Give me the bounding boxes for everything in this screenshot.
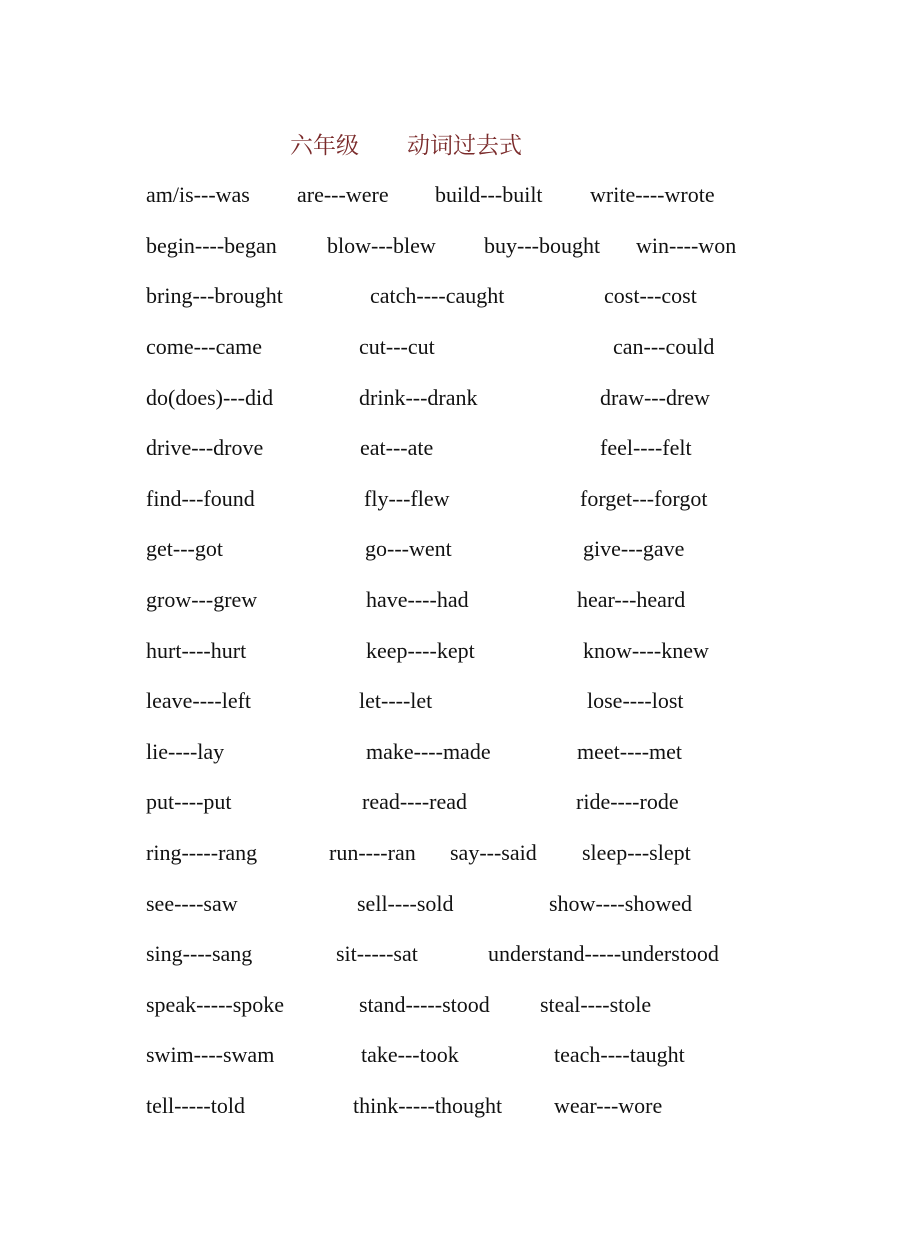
verb-pair: run----ran bbox=[329, 840, 416, 865]
verb-row bbox=[0, 636, 920, 670]
verb-pair: sing----sang bbox=[146, 941, 253, 966]
verb-row bbox=[0, 332, 920, 366]
verb-pair: write----wrote bbox=[590, 182, 715, 207]
verb-pair: cut---cut bbox=[359, 334, 435, 359]
verb-pair: see----saw bbox=[146, 891, 238, 916]
verb-pair: do(does)---did bbox=[146, 385, 274, 410]
verb-pair: buy---bought bbox=[484, 233, 601, 258]
verb-pair: have----had bbox=[366, 587, 469, 612]
verb-pair: bring---brought bbox=[146, 283, 283, 308]
verb-pair: swim----swam bbox=[146, 1042, 275, 1067]
verb-pair: lie----lay bbox=[146, 739, 225, 764]
verb-pair: drink---drank bbox=[359, 385, 478, 410]
title-grade: 六年级 bbox=[290, 133, 359, 159]
verb-row bbox=[0, 383, 920, 417]
title-topic: 动词过去式 bbox=[407, 133, 522, 159]
verb-pair: think-----thought bbox=[353, 1093, 503, 1118]
verb-pair: cost---cost bbox=[604, 283, 697, 308]
verb-pair: read----read bbox=[362, 789, 468, 814]
verb-pair: come---came bbox=[146, 334, 263, 359]
verb-row bbox=[0, 787, 920, 821]
verb-row bbox=[0, 433, 920, 467]
verb-pair: sleep---slept bbox=[582, 840, 691, 865]
page-title bbox=[290, 127, 522, 160]
verb-row bbox=[0, 838, 920, 872]
verb-pair: leave----left bbox=[146, 688, 252, 713]
verb-pair: begin----began bbox=[146, 233, 277, 258]
verb-pair: put----put bbox=[146, 789, 232, 814]
verb-pair: say---said bbox=[450, 840, 537, 865]
verb-pair: hurt----hurt bbox=[146, 638, 247, 663]
verb-pair: grow---grew bbox=[146, 587, 258, 612]
verb-row bbox=[0, 534, 920, 568]
verb-row bbox=[0, 231, 920, 265]
verb-pair: sell----sold bbox=[357, 891, 454, 916]
verb-pair: ride----rode bbox=[576, 789, 679, 814]
verb-pair: ring-----rang bbox=[146, 840, 258, 865]
verb-pair: lose----lost bbox=[587, 688, 684, 713]
verb-pair: fly---flew bbox=[364, 486, 450, 511]
verb-row bbox=[0, 686, 920, 720]
verb-pair: drive---drove bbox=[146, 435, 264, 460]
verb-pair: stand-----stood bbox=[359, 992, 490, 1017]
verb-pair: can---could bbox=[613, 334, 715, 359]
verb-pair: take---took bbox=[361, 1042, 459, 1067]
verb-pair: meet----met bbox=[577, 739, 683, 764]
verb-pair: win----won bbox=[636, 233, 737, 258]
verb-pair: let----let bbox=[359, 688, 433, 713]
verb-pair: draw---drew bbox=[600, 385, 710, 410]
verb-pair: teach----taught bbox=[554, 1042, 685, 1067]
verb-row bbox=[0, 1040, 920, 1074]
verb-pair: catch----caught bbox=[370, 283, 505, 308]
verb-row bbox=[0, 585, 920, 619]
verb-pair: steal----stole bbox=[540, 992, 652, 1017]
verb-row bbox=[0, 281, 920, 315]
verb-row bbox=[0, 180, 920, 214]
verb-row bbox=[0, 939, 920, 973]
verb-pair: sit-----sat bbox=[336, 941, 418, 966]
verb-pair: blow---blew bbox=[327, 233, 436, 258]
verb-pair: get---got bbox=[146, 536, 223, 561]
verb-pair: understand-----understood bbox=[488, 941, 719, 966]
verb-row bbox=[0, 1091, 920, 1125]
verb-pair: make----made bbox=[366, 739, 491, 764]
verb-row bbox=[0, 484, 920, 518]
verb-row bbox=[0, 889, 920, 923]
verb-pair: eat---ate bbox=[360, 435, 434, 460]
verb-pair: build---built bbox=[435, 182, 543, 207]
verb-pair: wear---wore bbox=[554, 1093, 663, 1118]
verb-pair: show----showed bbox=[549, 891, 692, 916]
verb-pair: hear---heard bbox=[577, 587, 686, 612]
verb-pair: find---found bbox=[146, 486, 255, 511]
verb-pair: are---were bbox=[297, 182, 389, 207]
verb-pair: tell-----told bbox=[146, 1093, 245, 1118]
verb-pair: keep----kept bbox=[366, 638, 475, 663]
verb-pair: speak-----spoke bbox=[146, 992, 285, 1017]
verb-row bbox=[0, 737, 920, 771]
verb-pair: know----knew bbox=[583, 638, 709, 663]
verb-pair: go---went bbox=[365, 536, 452, 561]
verb-row bbox=[0, 990, 920, 1024]
verb-pair: give---gave bbox=[583, 536, 685, 561]
verb-pair: feel----felt bbox=[600, 435, 692, 460]
verb-pair: forget---forgot bbox=[580, 486, 708, 511]
verb-pair: am/is---was bbox=[146, 182, 250, 207]
